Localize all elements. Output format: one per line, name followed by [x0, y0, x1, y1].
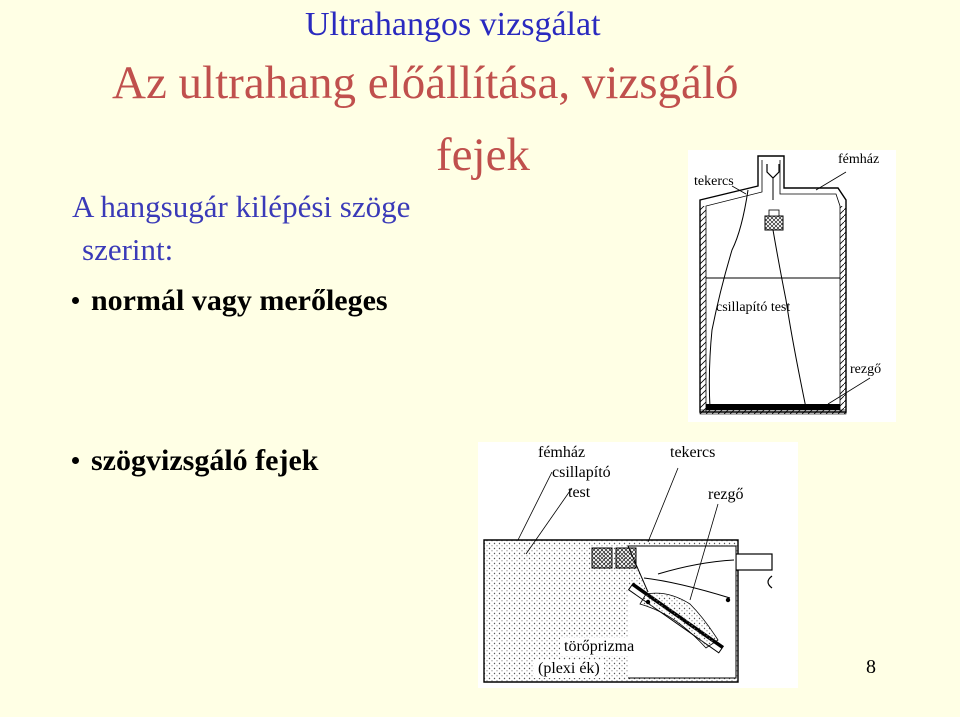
label-rezgo: rezgő — [708, 486, 744, 503]
slide-title-line-1: Az ultrahang előállítása, vizsgáló — [112, 57, 739, 109]
normal-probe-diagram — [688, 150, 896, 422]
label-csillapito: csillapító — [552, 464, 611, 481]
bullet-angle — [72, 444, 318, 478]
subtitle-line-2: szerint: — [82, 232, 174, 267]
slide-title-line-2: fejek — [436, 129, 530, 181]
slide-heading: Ultrahangos vizsgálat — [305, 6, 601, 43]
label-femhaz: fémház — [838, 152, 880, 167]
label-toroprizma: törőprizma — [560, 638, 638, 656]
label-plexi-ek: (plexi ék) — [534, 660, 604, 678]
label-rezgo: rezgő — [850, 362, 882, 377]
normal-probe-drawing — [688, 150, 896, 422]
page-number: 8 — [866, 656, 876, 678]
angle-probe-diagram — [478, 442, 798, 688]
bullet-dot-icon — [72, 457, 79, 464]
bullet-normal — [72, 284, 388, 318]
label-tekercs: tekercs — [694, 174, 734, 189]
bullet-text: szögvizsgáló fejek — [91, 444, 319, 477]
label-csillapito-test: csillapító test — [716, 300, 791, 315]
label-femhaz: fémház — [538, 444, 586, 461]
bullet-text: normál vagy merőleges — [91, 284, 388, 317]
bullet-dot-icon — [72, 297, 79, 304]
subtitle-line-1: A hangsugár kilépési szöge — [72, 189, 411, 224]
label-test: test — [568, 484, 591, 501]
label-tekercs: tekercs — [670, 444, 716, 461]
